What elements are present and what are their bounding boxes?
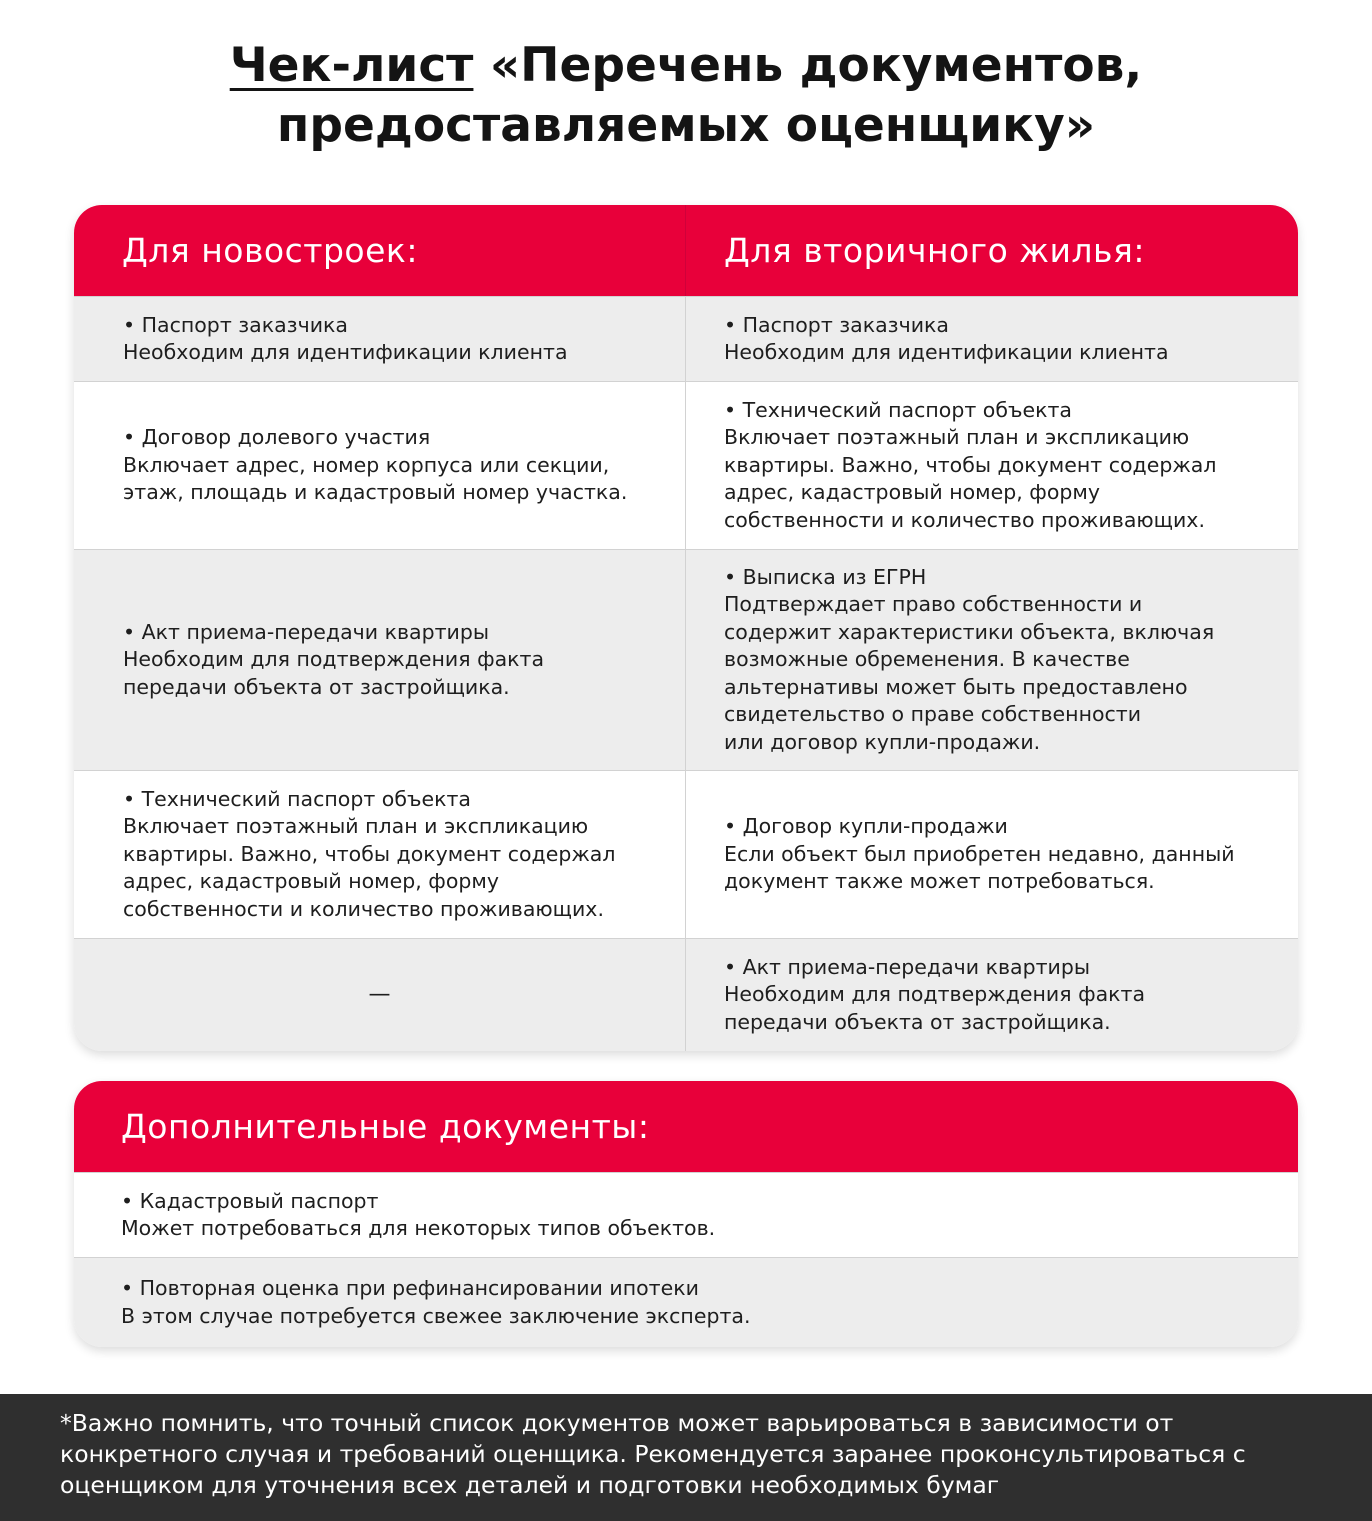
table-cell	[686, 550, 1298, 770]
table-cell	[74, 1173, 1298, 1257]
documents-table	[74, 205, 1298, 1051]
item-description: Необходим для подтверждения факта передачи объекта от застройщика.	[724, 982, 1146, 1034]
table-cell	[74, 382, 686, 549]
item-description: Необходим для идентификации клиента	[724, 340, 1169, 364]
item-title: • Договор долевого участия	[123, 424, 685, 451]
item-title: • Паспорт заказчика	[123, 312, 685, 339]
title-line1: «Перечень документов,	[489, 38, 1143, 93]
table-row	[74, 381, 1298, 549]
item-description: Включает адрес, номер корпуса или секции, этаж, площадь и кадастровый номер участка.	[123, 452, 628, 505]
item-title: • Выписка из ЕГРН	[724, 564, 1290, 591]
item-title: • Кадастровый паспорт	[121, 1188, 1298, 1215]
table-cell	[686, 939, 1298, 1051]
item-description: Подтверждает право собственности и содержит характеристики объекта, включая возможные обременения. В качестве альтернативы может быть предоставлено свидетельство о праве собственности или договор купли-продажи.	[724, 592, 1215, 754]
table-row	[74, 296, 1298, 381]
item-description: В этом случае потребуется свежее заключение эксперта.	[121, 1303, 751, 1328]
table-cell	[686, 771, 1298, 938]
item-description: Необходим для идентификации клиента	[123, 340, 568, 364]
table-cell	[74, 550, 686, 770]
item-description: Необходим для подтверждения факта передачи объекта от застройщика.	[123, 647, 545, 699]
item-title: • Акт приема-передачи квартиры	[724, 954, 1290, 981]
table-row	[74, 549, 1298, 770]
table-row	[74, 1172, 1298, 1257]
item-title: • Паспорт заказчика	[724, 312, 1290, 339]
additional-documents-table	[74, 1081, 1298, 1347]
title-lead: Чек-лист	[229, 38, 474, 93]
header-new-buildings: Для новостроек:	[74, 205, 686, 296]
item-title: • Технический паспорт объекта	[724, 397, 1290, 424]
item-title: • Договор купли-продажи	[724, 813, 1290, 840]
item-description: Включает поэтажный план и экспликацию квартиры. Важно, чтобы документ содержал адрес, кадастровый номер, форму собственности и количество проживающих.	[123, 814, 616, 921]
header-secondary-housing: Для вторичного жилья:	[724, 231, 1145, 270]
title-line2: предоставляемых оценщику»	[276, 98, 1096, 153]
table-cell	[74, 1258, 1298, 1347]
additional-header	[74, 1081, 1298, 1172]
empty-cell-dash: —	[74, 939, 686, 1051]
page-title	[0, 36, 1372, 156]
item-description: Включает поэтажный план и экспликацию квартиры. Важно, чтобы документ содержал адрес, кадастровый номер, форму собственности и количество проживающих.	[724, 425, 1217, 532]
table-cell	[74, 771, 686, 938]
item-description: Если объект был приобретен недавно, данный документ также может потребоваться.	[724, 841, 1235, 894]
table-row	[74, 1257, 1298, 1347]
item-title: • Акт приема-передачи квартиры	[123, 619, 685, 646]
table-row	[74, 938, 1298, 1051]
item-description: Может потребоваться для некоторых типов объектов.	[121, 1216, 716, 1240]
table-cell	[74, 297, 686, 381]
table-cell	[686, 382, 1298, 549]
footer-note: *Важно помнить, что точный список документов может варьироваться в зависимости от конкретного случая и требований оценщика. Рекомендуется заранее проконсультироваться с оценщиком для уточнения всех деталей и подготовки необходимых бумаг	[0, 1394, 1372, 1521]
item-title: • Технический паспорт объекта	[123, 786, 685, 813]
header-additional-documents: Дополнительные документы:	[121, 1107, 650, 1146]
table-row	[74, 770, 1298, 938]
table-header	[74, 205, 1298, 296]
table-cell	[686, 297, 1298, 381]
item-title: • Повторная оценка при рефинансировании ипотеки	[121, 1275, 1298, 1302]
